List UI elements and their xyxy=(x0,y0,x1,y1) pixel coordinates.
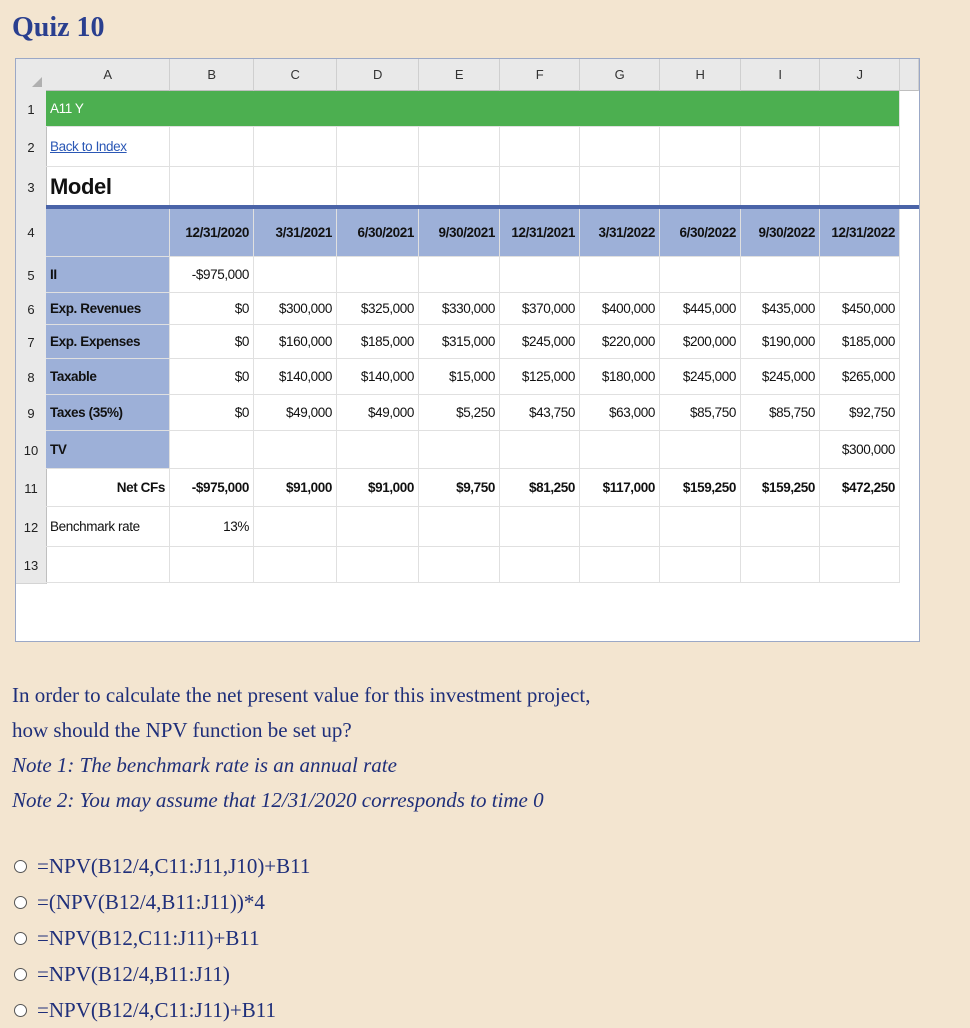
cell[interactable] xyxy=(660,127,741,167)
cell[interactable] xyxy=(170,167,254,208)
value-cell[interactable]: $49,000 xyxy=(337,395,419,431)
cell[interactable] xyxy=(337,167,419,208)
column-header[interactable]: F xyxy=(500,59,580,91)
value-cell[interactable]: $330,000 xyxy=(419,293,500,325)
row-number[interactable]: 9 xyxy=(16,395,47,432)
row-label[interactable]: Taxable xyxy=(46,359,170,395)
cell[interactable] xyxy=(580,547,660,583)
back-to-index-link[interactable]: Back to Index xyxy=(46,127,170,167)
value-cell[interactable]: $0 xyxy=(170,293,254,325)
sheet-row xyxy=(16,431,919,469)
row-number[interactable]: 1 xyxy=(16,91,47,128)
cell[interactable] xyxy=(660,257,741,293)
cell[interactable] xyxy=(660,547,741,583)
cell[interactable] xyxy=(820,547,900,583)
cell[interactable] xyxy=(46,547,170,583)
column-header[interactable]: G xyxy=(580,59,660,91)
cell[interactable] xyxy=(741,127,820,167)
cell[interactable] xyxy=(46,208,170,257)
value-cell[interactable]: $190,000 xyxy=(741,325,820,359)
value-cell[interactable]: $400,000 xyxy=(580,293,660,325)
date-header[interactable]: 12/31/2020 xyxy=(170,208,254,257)
value-cell[interactable]: $185,000 xyxy=(820,325,900,359)
sheet-row xyxy=(16,507,919,547)
row-label[interactable]: II xyxy=(46,257,170,293)
cell[interactable] xyxy=(337,257,419,293)
net-cf-cell[interactable]: $91,000 xyxy=(337,469,419,507)
value-cell[interactable]: $63,000 xyxy=(580,395,660,431)
row-label[interactable]: Net CFs xyxy=(46,469,170,507)
cell[interactable] xyxy=(500,257,580,293)
value-cell[interactable]: $140,000 xyxy=(337,359,419,395)
cell[interactable] xyxy=(820,257,900,293)
question-line-2: how should the NPV function be set up? xyxy=(12,718,352,742)
model-heading[interactable]: Model xyxy=(46,167,170,208)
answer-option-3[interactable] xyxy=(14,920,310,956)
cell[interactable] xyxy=(741,431,820,469)
column-header[interactable]: A xyxy=(46,59,170,91)
value-cell[interactable]: $370,000 xyxy=(500,293,580,325)
cell[interactable] xyxy=(254,431,337,469)
value-cell[interactable]: $49,000 xyxy=(254,395,337,431)
value-cell[interactable]: $140,000 xyxy=(254,359,337,395)
note-2: Note 2: You may assume that 12/31/2020 corresponds to time 0 xyxy=(12,788,544,812)
column-header-row xyxy=(16,59,919,91)
cell[interactable] xyxy=(170,127,254,167)
column-header[interactable]: D xyxy=(337,59,419,91)
row-number[interactable]: 12 xyxy=(16,507,47,548)
cell[interactable] xyxy=(500,547,580,583)
sheet-row xyxy=(16,257,919,293)
option-label: =NPV(B12,C11:J11)+B11 xyxy=(37,925,260,950)
option-label: =NPV(B12/4,C11:J11)+B11 xyxy=(37,997,276,1022)
value-cell[interactable]: $265,000 xyxy=(820,359,900,395)
row-number[interactable]: 7 xyxy=(16,325,47,360)
quiz-title: Quiz 10 xyxy=(12,12,105,43)
value-cell[interactable]: $125,000 xyxy=(500,359,580,395)
question-text xyxy=(12,678,952,818)
row-number[interactable]: 5 xyxy=(16,257,47,294)
radio-button[interactable] xyxy=(14,1004,27,1017)
value-cell[interactable]: $180,000 xyxy=(580,359,660,395)
date-header[interactable]: 12/31/2022 xyxy=(820,208,900,257)
cell[interactable] xyxy=(820,507,900,547)
cell[interactable] xyxy=(419,431,500,469)
cell[interactable] xyxy=(741,507,820,547)
cell[interactable] xyxy=(254,507,337,547)
value-cell[interactable]: $200,000 xyxy=(660,325,741,359)
date-header[interactable]: 3/31/2022 xyxy=(580,208,660,257)
cell[interactable] xyxy=(337,507,419,547)
option-label: =NPV(B12/4,B11:J11) xyxy=(37,961,230,986)
date-header[interactable]: 6/30/2021 xyxy=(337,208,419,257)
net-cf-cell[interactable]: $117,000 xyxy=(580,469,660,507)
cell[interactable] xyxy=(419,257,500,293)
net-cf-cell[interactable]: $91,000 xyxy=(254,469,337,507)
row-number[interactable]: 8 xyxy=(16,359,47,396)
value-cell[interactable]: $220,000 xyxy=(580,325,660,359)
row-label[interactable]: Exp. Revenues xyxy=(46,293,170,325)
net-cf-cell[interactable]: $472,250 xyxy=(820,469,900,507)
radio-button[interactable] xyxy=(14,896,27,909)
value-cell[interactable]: $0 xyxy=(170,325,254,359)
value-cell[interactable]: $445,000 xyxy=(660,293,741,325)
date-header[interactable]: 9/30/2021 xyxy=(419,208,500,257)
radio-button[interactable] xyxy=(14,932,27,945)
cell[interactable] xyxy=(500,127,580,167)
row-label[interactable]: Exp. Expenses xyxy=(46,325,170,359)
value-cell[interactable]: -$975,000 xyxy=(170,257,254,293)
value-cell[interactable]: $325,000 xyxy=(337,293,419,325)
value-cell[interactable]: $160,000 xyxy=(254,325,337,359)
date-header[interactable]: 3/31/2021 xyxy=(254,208,337,257)
benchmark-rate-cell[interactable]: 13% xyxy=(170,507,254,547)
value-cell[interactable]: $300,000 xyxy=(254,293,337,325)
answer-option-4[interactable] xyxy=(14,956,310,992)
cell[interactable] xyxy=(741,547,820,583)
date-header[interactable]: 12/31/2021 xyxy=(500,208,580,257)
net-cf-cell[interactable]: $159,250 xyxy=(741,469,820,507)
cell[interactable] xyxy=(500,507,580,547)
cell-a1[interactable]: A11 Y xyxy=(46,91,900,127)
row-label[interactable]: TV xyxy=(46,431,170,469)
cell[interactable] xyxy=(254,127,337,167)
section-divider xyxy=(46,205,919,209)
answer-option-5[interactable] xyxy=(14,992,310,1028)
column-header[interactable]: E xyxy=(419,59,500,91)
cell[interactable] xyxy=(580,257,660,293)
value-cell[interactable]: $92,750 xyxy=(820,395,900,431)
cell[interactable] xyxy=(500,167,580,208)
net-cf-cell[interactable]: $159,250 xyxy=(660,469,741,507)
sheet-row xyxy=(16,395,919,431)
cell[interactable] xyxy=(500,431,580,469)
row-number[interactable]: 6 xyxy=(16,293,47,326)
date-header[interactable]: 6/30/2022 xyxy=(660,208,741,257)
cell[interactable] xyxy=(337,547,419,583)
column-header[interactable]: I xyxy=(741,59,820,91)
cell[interactable] xyxy=(660,167,741,208)
sheet-row xyxy=(16,469,919,507)
sheet-row xyxy=(16,359,919,395)
column-header[interactable] xyxy=(900,59,919,91)
value-cell[interactable]: $315,000 xyxy=(419,325,500,359)
value-cell[interactable]: $15,000 xyxy=(419,359,500,395)
option-label: =(NPV(B12/4,B11:J11))*4 xyxy=(37,889,265,914)
cell[interactable] xyxy=(741,167,820,208)
cell[interactable] xyxy=(254,257,337,293)
value-cell[interactable]: $43,750 xyxy=(500,395,580,431)
date-header[interactable]: 9/30/2022 xyxy=(741,208,820,257)
value-cell[interactable]: $245,000 xyxy=(500,325,580,359)
value-cell[interactable]: $85,750 xyxy=(741,395,820,431)
row-number[interactable]: 4 xyxy=(16,208,47,258)
cell[interactable] xyxy=(419,547,500,583)
cell[interactable] xyxy=(419,127,500,167)
sheet-row xyxy=(16,127,919,167)
cell[interactable] xyxy=(170,431,254,469)
select-all-corner[interactable] xyxy=(16,59,47,92)
cell[interactable] xyxy=(170,547,254,583)
column-header[interactable]: B xyxy=(170,59,254,91)
sheet-row xyxy=(16,91,919,127)
cell[interactable] xyxy=(580,127,660,167)
cell[interactable] xyxy=(660,507,741,547)
row-number[interactable]: 2 xyxy=(16,127,47,168)
net-cf-cell[interactable]: -$975,000 xyxy=(170,469,254,507)
cell[interactable] xyxy=(741,257,820,293)
column-header[interactable]: J xyxy=(820,59,900,91)
value-cell[interactable]: $245,000 xyxy=(741,359,820,395)
column-header[interactable]: C xyxy=(254,59,337,91)
answer-option-1[interactable] xyxy=(14,848,310,884)
row-label[interactable]: Taxes (35%) xyxy=(46,395,170,431)
value-cell[interactable]: $5,250 xyxy=(419,395,500,431)
row-number[interactable]: 10 xyxy=(16,431,47,470)
answer-option-2[interactable] xyxy=(14,884,310,920)
cell[interactable] xyxy=(820,127,900,167)
radio-button[interactable] xyxy=(14,860,27,873)
row-label[interactable]: Benchmark rate xyxy=(46,507,170,547)
radio-button[interactable] xyxy=(14,968,27,981)
spreadsheet-screenshot xyxy=(15,58,920,642)
cell[interactable] xyxy=(580,431,660,469)
cell[interactable] xyxy=(254,547,337,583)
value-cell[interactable]: $300,000 xyxy=(820,431,900,469)
cell[interactable] xyxy=(337,127,419,167)
value-cell[interactable]: $85,750 xyxy=(660,395,741,431)
value-cell[interactable]: $0 xyxy=(170,395,254,431)
sheet-row xyxy=(16,208,919,257)
value-cell[interactable]: $185,000 xyxy=(337,325,419,359)
net-cf-cell[interactable]: $9,750 xyxy=(419,469,500,507)
cell[interactable] xyxy=(580,507,660,547)
sheet-row xyxy=(16,325,919,359)
cell[interactable] xyxy=(419,167,500,208)
column-header[interactable]: H xyxy=(660,59,741,91)
note-1: Note 1: The benchmark rate is an annual rate xyxy=(12,753,397,777)
question-line-1: In order to calculate the net present value for this investment project, xyxy=(12,683,591,707)
net-cf-cell[interactable]: $81,250 xyxy=(500,469,580,507)
value-cell[interactable]: $450,000 xyxy=(820,293,900,325)
sheet-row xyxy=(16,167,919,208)
value-cell[interactable]: $435,000 xyxy=(741,293,820,325)
cell[interactable] xyxy=(419,507,500,547)
value-cell[interactable]: $0 xyxy=(170,359,254,395)
value-cell[interactable]: $245,000 xyxy=(660,359,741,395)
cell[interactable] xyxy=(254,167,337,208)
answer-options xyxy=(14,848,310,1028)
sheet-row xyxy=(16,547,919,583)
cell[interactable] xyxy=(660,431,741,469)
sheet-row xyxy=(16,293,919,325)
row-number[interactable]: 13 xyxy=(16,547,47,584)
cell[interactable] xyxy=(337,431,419,469)
row-number[interactable]: 11 xyxy=(16,469,47,508)
cell[interactable] xyxy=(820,167,900,208)
cell[interactable] xyxy=(580,167,660,208)
option-label: =NPV(B12/4,C11:J11,J10)+B11 xyxy=(37,853,311,878)
row-number[interactable]: 3 xyxy=(16,167,47,209)
